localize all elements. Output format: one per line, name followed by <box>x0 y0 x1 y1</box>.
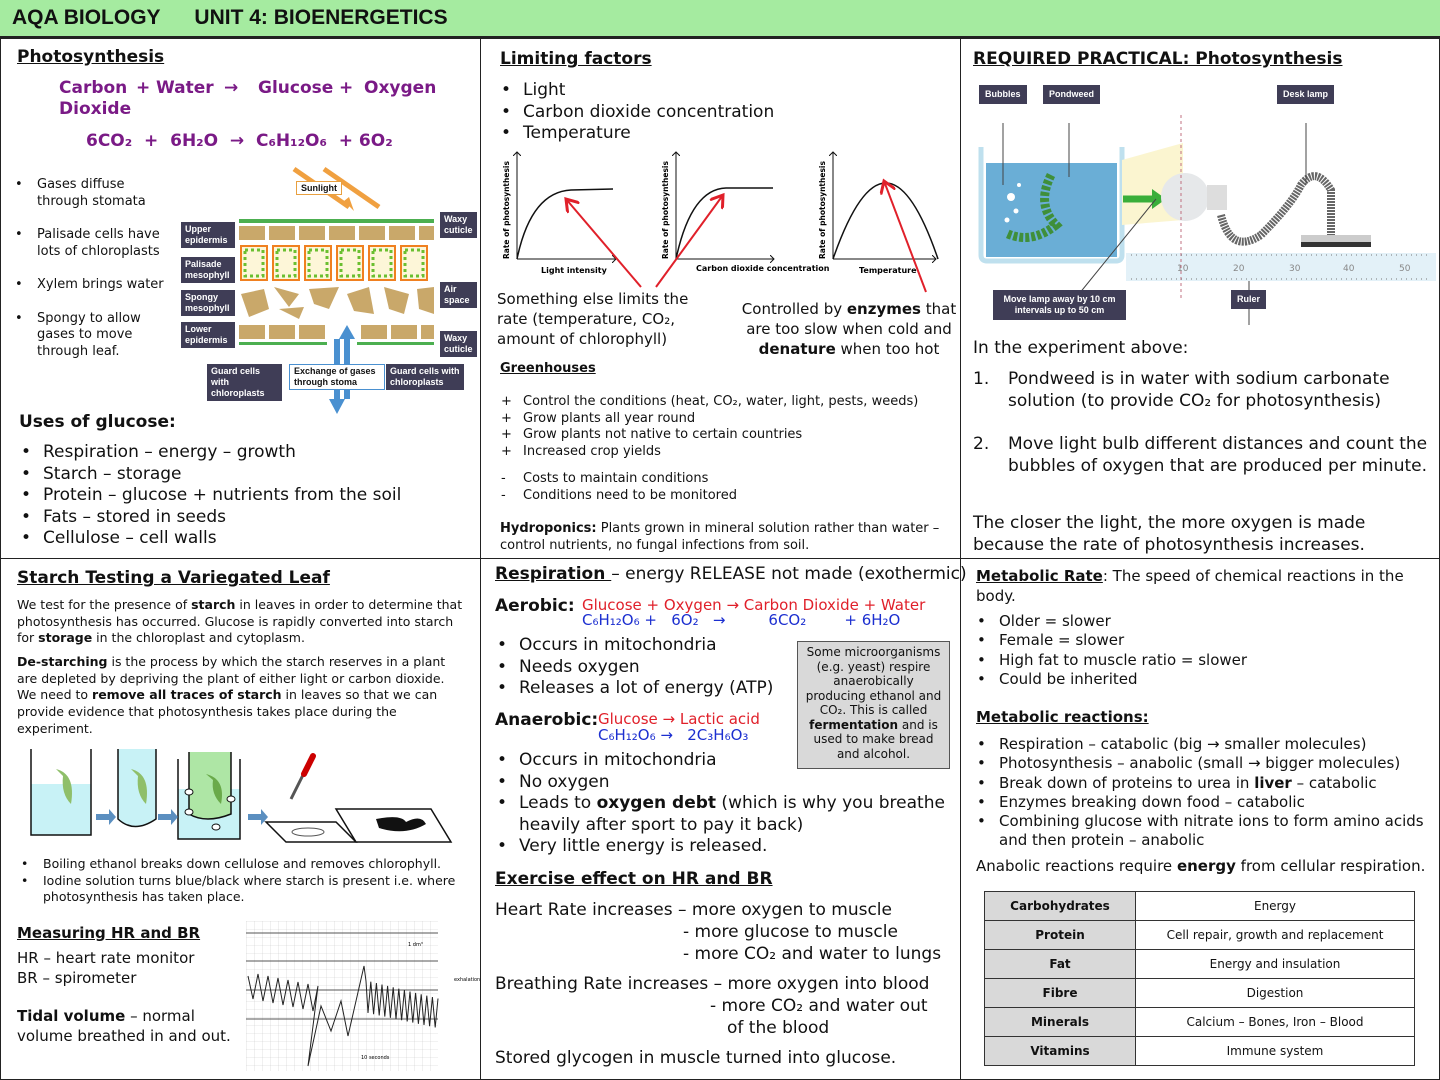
anabolic-note: Anabolic reactions require energy from cellular respiration. <box>976 857 1426 875</box>
facts-list <box>11 177 171 360</box>
glycogen-text: Stored glycogen in muscle turned into glucose. <box>495 1048 897 1068</box>
table-row: Fibre Digestion <box>985 979 1415 1008</box>
guard-cells-label: Guard cells with chloroplasts <box>386 364 464 390</box>
lower-epidermis-label: Lower epidermis <box>181 322 235 348</box>
list-item: • Respiration – catabolic (big → smaller molecules) <box>973 735 1435 754</box>
starch-bullets <box>17 856 472 906</box>
nutrients-table <box>984 891 1415 1066</box>
word-glucose: Glucose <box>258 78 334 98</box>
metabolism-panel <box>960 558 1440 1080</box>
tidal-volume-text: Tidal volume – normal volume breathed in and out. <box>17 1007 231 1045</box>
pondweed-label: Pondweed <box>1043 85 1100 104</box>
svg-text:40: 40 <box>1343 264 1355 274</box>
hr-text: HR – heart rate monitor <box>17 949 195 967</box>
greenhouses-title: Greenhouses <box>500 361 596 376</box>
uses-title: Uses of glucose: <box>19 412 176 432</box>
svg-text:10 seconds: 10 seconds <box>361 1055 390 1061</box>
step-number: 1. <box>973 369 990 389</box>
page-header <box>0 0 1440 38</box>
axis-label: Rate of photosynthesis <box>818 161 827 259</box>
list-item: • Could be inherited <box>973 670 1247 689</box>
sunlight-label: Sunlight <box>296 181 342 195</box>
list-item: • Break down of proteins to urea in liver – catabolic <box>973 774 1435 793</box>
graph-co2 <box>676 152 774 259</box>
list-item: + Grow plants all year round <box>497 411 918 428</box>
list-item: • Leads to oxygen debt (which is why you breathe heavily after sport to pay it back) <box>493 793 953 836</box>
anaerobic-label: Anaerobic: <box>495 710 599 730</box>
intro-text: In the experiment above: <box>973 338 1189 358</box>
axis-label: Temperature <box>859 266 917 275</box>
section-title: Starch Testing a Variegated Leaf <box>17 568 330 588</box>
exercise-title: Exercise effect on HR and BR <box>495 869 773 889</box>
table-row: Protein Cell repair, growth and replacement <box>985 921 1415 950</box>
guard-cells-label: Guard cells with chloroplasts <box>207 364 282 401</box>
br-line: Breathing Rate increases – more oxygen into blood <box>495 974 930 994</box>
svg-text:1 dm³: 1 dm³ <box>408 942 423 948</box>
graph-light <box>517 152 616 259</box>
fermentation-note: Some microorganisms (e.g. yeast) respire anaerobically producing ethanol and CO₂. This is called fermentation and is used to make bread and alcohol. <box>797 641 950 769</box>
limiting-factors-panel <box>480 38 961 559</box>
arrow: → <box>224 78 239 98</box>
section-title: Limiting factors <box>500 49 652 69</box>
svg-text:30: 30 <box>1289 264 1301 274</box>
list-item: • Carbon dioxide concentration <box>497 102 774 124</box>
list-item: • Gases diffuse through stomata <box>11 177 171 210</box>
list-item: • Respiration – energy – growth <box>17 442 401 464</box>
hr-line: Heart Rate increases – more oxygen to muscle <box>495 900 892 920</box>
graph-temperature <box>833 152 938 259</box>
axis-label: Rate of photosynthesis <box>661 161 670 259</box>
aerobic-label: Aerobic: <box>495 596 575 616</box>
list-item: • Female = slower <box>973 631 1247 650</box>
table-row: Minerals Calcium – Bones, Iron – Blood <box>985 1008 1415 1037</box>
greenhouse-cons <box>497 471 737 504</box>
list-item: - Costs to maintain conditions <box>497 471 737 488</box>
word-oxygen: Oxygen <box>364 78 437 98</box>
list-item: + Increased crop yields <box>497 444 918 461</box>
respiration-panel <box>480 558 967 1080</box>
step-text: Pondweed is in water with sodium carbonate solution (to provide CO₂ for photosynthesis) <box>1008 369 1390 411</box>
respiration-heading: Respiration – energy RELEASE not made (exothermic) <box>495 564 967 584</box>
list-item: • Photosynthesis – anabolic (small → bigger molecules) <box>973 754 1435 773</box>
reactions-list <box>973 735 1435 851</box>
list-item: • Very little energy is released. <box>493 836 953 858</box>
list-item: • Temperature <box>497 123 774 145</box>
list-item: • Occurs in mitochondria <box>493 635 773 657</box>
list-item: • Occurs in mitochondria <box>493 750 953 772</box>
starch-testing-panel <box>0 558 481 1080</box>
gas-exchange-label: Exchange of gases through stoma <box>289 364 385 390</box>
leaf-cross-section-diagram <box>179 169 479 421</box>
word-water: Water <box>156 78 214 98</box>
list-item: • Fats – stored in seeds <box>17 507 401 529</box>
plus: + <box>136 78 151 98</box>
list-item: • Spongy to allow gases to move through leaf. <box>11 311 171 361</box>
anaerobic-symbol-equation: C₆H₁₂O₆ → 2C₃H₆O₃ <box>598 726 749 744</box>
aerobic-points <box>493 635 773 700</box>
list-item: - Conditions need to be monitored <box>497 488 737 505</box>
starch-paragraph: We test for the presence of starch in leaves in order to determine that photosynthesis has occurred. Glucose is rapidly converted into starch for storage in the chloroplast and cytoplasm. <box>17 597 463 646</box>
hr-line: - more glucose to muscle <box>683 922 898 942</box>
symbol-equation: 6CO₂ + 6H₂O → C₆H₁₂O₆ + 6O₂ <box>86 131 393 151</box>
note-other-factors: Something else limits the rate (temperature, CO₂, amount of chlorophyll) <box>497 290 689 348</box>
hr-line: - more CO₂ and water to lungs <box>683 944 942 964</box>
axis-label: Rate of photosynthesis <box>502 161 511 259</box>
measuring-title: Measuring HR and BR <box>17 924 201 942</box>
destarching-paragraph: De-starching is the process by which the starch reserves in a plant are depleted by depriving the plant of either light or carbon dioxide. We need to remove all traces of starch in leaves so that we can provide evidence that photosynthesis takes place during the experiment. <box>17 654 446 736</box>
table-row: Carbohydrates Energy <box>985 892 1415 921</box>
list-item: • No oxygen <box>493 772 953 794</box>
waxy-cuticle-label: Waxy cuticle <box>440 331 477 357</box>
list-item: • Xylem brings water <box>11 277 171 294</box>
photosynthesis-panel <box>0 38 481 559</box>
practical-diagram <box>971 85 1436 335</box>
list-item: • Light <box>497 80 774 102</box>
rate-factors <box>973 612 1247 689</box>
list-item: • High fat to muscle ratio = slower <box>973 651 1247 670</box>
list-item: • Enzymes breaking down food – catabolic <box>973 793 1435 812</box>
reactions-title: Metabolic reactions: <box>976 708 1149 726</box>
section-title: Photosynthesis <box>17 47 165 67</box>
greenhouse-pros <box>497 394 918 461</box>
list-item: • Starch – storage <box>17 464 401 486</box>
red-arrows <box>566 181 926 292</box>
axis-label: Carbon dioxide concentration <box>696 264 830 273</box>
list-item: • Older = slower <box>973 612 1247 631</box>
upper-epidermis-label: Upper epidermis <box>181 222 235 248</box>
list-item: • Protein – glucose + nutrients from the soil <box>17 485 401 507</box>
word-carbon-dioxide: Carbon Dioxide <box>59 78 132 119</box>
list-item: • Palisade cells have lots of chloroplasts <box>11 227 171 260</box>
spongy-mesophyll-label: Spongy mesophyll <box>181 290 235 316</box>
list-item: • Releases a lot of energy (ATP) <box>493 678 773 700</box>
air-space-label: Air space <box>440 282 477 308</box>
br-text: BR – spirometer <box>17 969 137 987</box>
list-item: + Grow plants not native to certain countries <box>497 427 918 444</box>
svg-text:50: 50 <box>1399 264 1411 274</box>
axis-label: Light intensity <box>541 266 607 275</box>
list-item: • Iodine solution turns blue/black where starch is present i.e. where photosynthesis has taken place. <box>17 873 472 906</box>
svg-text:20: 20 <box>1233 264 1245 274</box>
list-item: • Cellulose – cell walls <box>17 528 401 550</box>
svg-text:10: 10 <box>1177 264 1189 274</box>
anaerobic-word-equation: Glucose → Lactic acid <box>598 710 760 728</box>
ruler-label: Ruler <box>1231 290 1266 309</box>
subject-title: AQA BIOLOGY <box>12 6 161 29</box>
factors-list <box>497 80 774 145</box>
conclusion-text: The closer the light, the more oxygen is made because the rate of photosynthesis increases. <box>973 513 1366 555</box>
starch-test-diagram <box>21 744 461 844</box>
hydroponics-text: Hydroponics: Plants grown in mineral solution rather than water – control nutrients, no fungal infections from soil. <box>500 521 940 553</box>
section-title: REQUIRED PRACTICAL: Photosynthesis <box>973 49 1343 69</box>
palisade-mesophyll-label: Palisade mesophyll <box>181 257 235 283</box>
aerobic-symbol-equation: C₆H₁₂O₆ + 6O₂ → 6CO₂ + 6H₂O <box>582 611 901 629</box>
unit-title: UNIT 4: BIOENERGETICS <box>194 6 448 29</box>
svg-text:exhalation: exhalation <box>454 977 481 983</box>
desk-lamp-label: Desk lamp <box>1277 85 1334 104</box>
note-enzymes: Controlled by enzymes that are too slow when cold and denature when too hot <box>741 300 957 358</box>
move-lamp-label: Move lamp away by 10 cm intervals up to 50 cm <box>993 290 1126 320</box>
bubbles-label: Bubbles <box>979 85 1027 104</box>
br-line: - more CO₂ and water out <box>710 996 928 1016</box>
aerobic-word-equation: Glucose + Oxygen → Carbon Dioxide + Water <box>582 596 926 614</box>
spirometer-trace <box>246 921 481 1071</box>
step-text: Move light bulb different distances and count the bubbles of oxygen that are produced per minute. <box>1008 434 1428 476</box>
list-item: • Combining glucose with nitrate ions to form amino acids and then protein – anabolic <box>973 812 1435 851</box>
required-practical-panel <box>960 38 1440 559</box>
table-row: Vitamins Immune system <box>985 1037 1415 1066</box>
list-item: • Needs oxygen <box>493 657 773 679</box>
uses-list <box>17 442 401 550</box>
br-line: of the blood <box>727 1018 830 1038</box>
table-row: Fat Energy and insulation <box>985 950 1415 979</box>
limiting-factor-graphs <box>491 147 961 287</box>
list-item: + Control the conditions (heat, CO₂, water, light, pests, weeds) <box>497 394 918 411</box>
step-number: 2. <box>973 434 990 454</box>
metabolic-rate-definition: Metabolic Rate: The speed of chemical reactions in the body. <box>976 567 1404 605</box>
list-item: • Boiling ethanol breaks down cellulose and removes chlorophyll. <box>17 856 472 873</box>
waxy-cuticle-label: Waxy cuticle <box>440 212 477 238</box>
plus: + <box>339 78 354 98</box>
anaerobic-points <box>493 750 953 858</box>
